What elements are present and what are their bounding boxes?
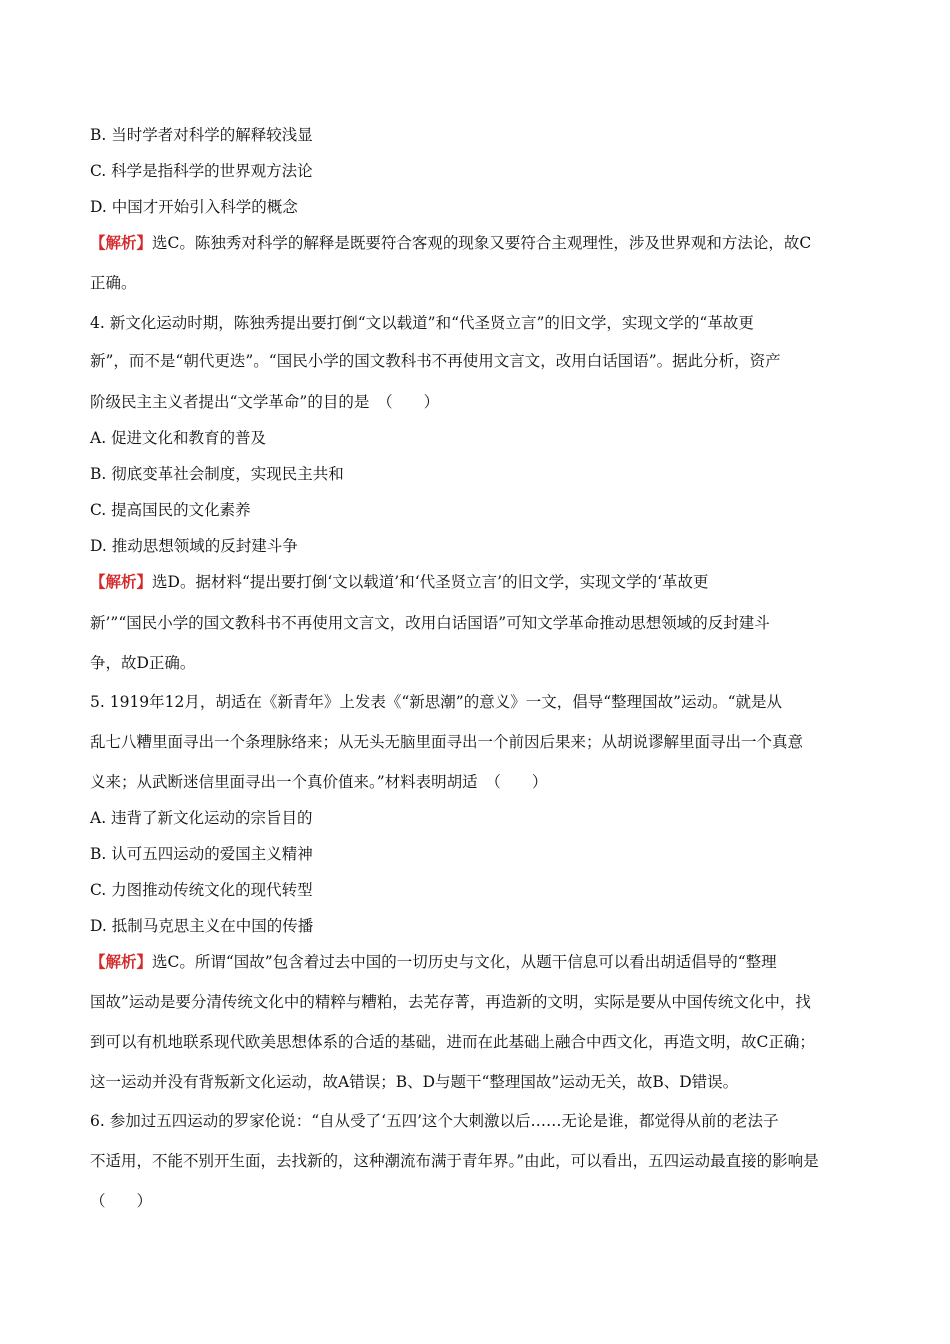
question-line: 不适用，不能不别开生面，去找新的，这种潮流布满于青年界。”由此，可以看出，五四运动最直接的影响是 <box>90 1152 819 1170</box>
question-line: 义来；从武断迷信里面寻出一个真价值来。”材料表明胡适 （ ） <box>90 773 548 791</box>
analysis-line: 这一运动并没有背叛新文化运动，故A错误；B、D与题干“整理国故”运动无关，故B、D错误。 <box>90 1073 739 1091</box>
analysis-tag: 【解析】 <box>90 572 153 591</box>
option-line: C. 提高国民的文化素养 <box>90 501 251 519</box>
analysis-tag: 【解析】 <box>90 233 153 252</box>
analysis-tag: 【解析】 <box>90 952 153 971</box>
option-line: C. 力图推动传统文化的现代转型 <box>90 881 313 899</box>
question-line: 5. 1919年12月，胡适在《新青年》上发表《“新思潮”的意义》一文，倡导“整理国故”运动。“就是从 <box>90 693 783 711</box>
option-line: A. 违背了新文化运动的宗旨目的 <box>90 809 313 827</box>
option-line: C. 科学是指科学的世界观方法论 <box>90 162 313 180</box>
analysis-line: 【解析】选C。陈独秀对科学的解释是既要符合客观的现象又要符合主观理性，涉及世界观和方法论，故C <box>90 233 812 252</box>
option-line: D. 推动思想领域的反封建斗争 <box>90 537 298 555</box>
option-line: A. 促进文化和教育的普及 <box>90 429 267 447</box>
question-line: （ ） <box>90 1192 153 1210</box>
analysis-line: 国故”运动是要分清传统文化中的精粹与糟粕，去芜存菁，再造新的文明，实际是要从中国传统文化中，找 <box>90 993 811 1011</box>
question-line: 乱七八糟里面寻出一个条理脉络来；从无头无脑里面寻出一个前因后果来；从胡说谬解里面寻出一个真意 <box>90 733 804 751</box>
analysis-line: 新’”“国民小学的国文教科书不再使用文言文，改用白话国语”可知文学革命推动思想领域的反封建斗 <box>90 614 770 632</box>
question-line: 6. 参加过五四运动的罗家伦说：“自从受了‘五四’这个大刺激以后……无论是谁，都觉得从前的老法子 <box>90 1112 779 1130</box>
analysis-line: 【解析】选D。据材料“提出要打倒‘文以载道’和‘代圣贤立言’的旧文学，实现文学的‘革故更 <box>90 572 709 591</box>
option-line: B. 当时学者对科学的解释较浅显 <box>90 126 313 144</box>
option-line: B. 彻底变革社会制度，实现民主共和 <box>90 465 344 483</box>
option-line: D. 抵制马克思主义在中国的传播 <box>90 917 314 935</box>
option-line: B. 认可五四运动的爱国主义精神 <box>90 845 313 863</box>
analysis-line: 【解析】选C。所谓“国故”包含着过去中国的一切历史与文化，从题干信息可以看出胡适倡导的“整理 <box>90 952 777 971</box>
question-line: 新”，而不是“朝代更迭”。“国民小学的国文教科书不再使用文言文，改用白话国语”。据此分析，资产 <box>90 352 781 370</box>
analysis-line: 正确。 <box>90 274 137 292</box>
analysis-line: 争，故D正确。 <box>90 654 196 672</box>
question-line: 4. 新文化运动时期，陈独秀提出要打倒“文以载道”和“代圣贤立言”的旧文学，实现文学的“革故更 <box>90 314 754 332</box>
option-line: D. 中国才开始引入科学的概念 <box>90 198 298 216</box>
analysis-line: 到可以有机地联系现代欧美思想体系的合适的基础，进而在此基础上融合中西文化，再造文明，故C正确； <box>90 1033 815 1051</box>
question-line: 阶级民主主义者提出“文学革命”的目的是 （ ） <box>90 393 440 411</box>
